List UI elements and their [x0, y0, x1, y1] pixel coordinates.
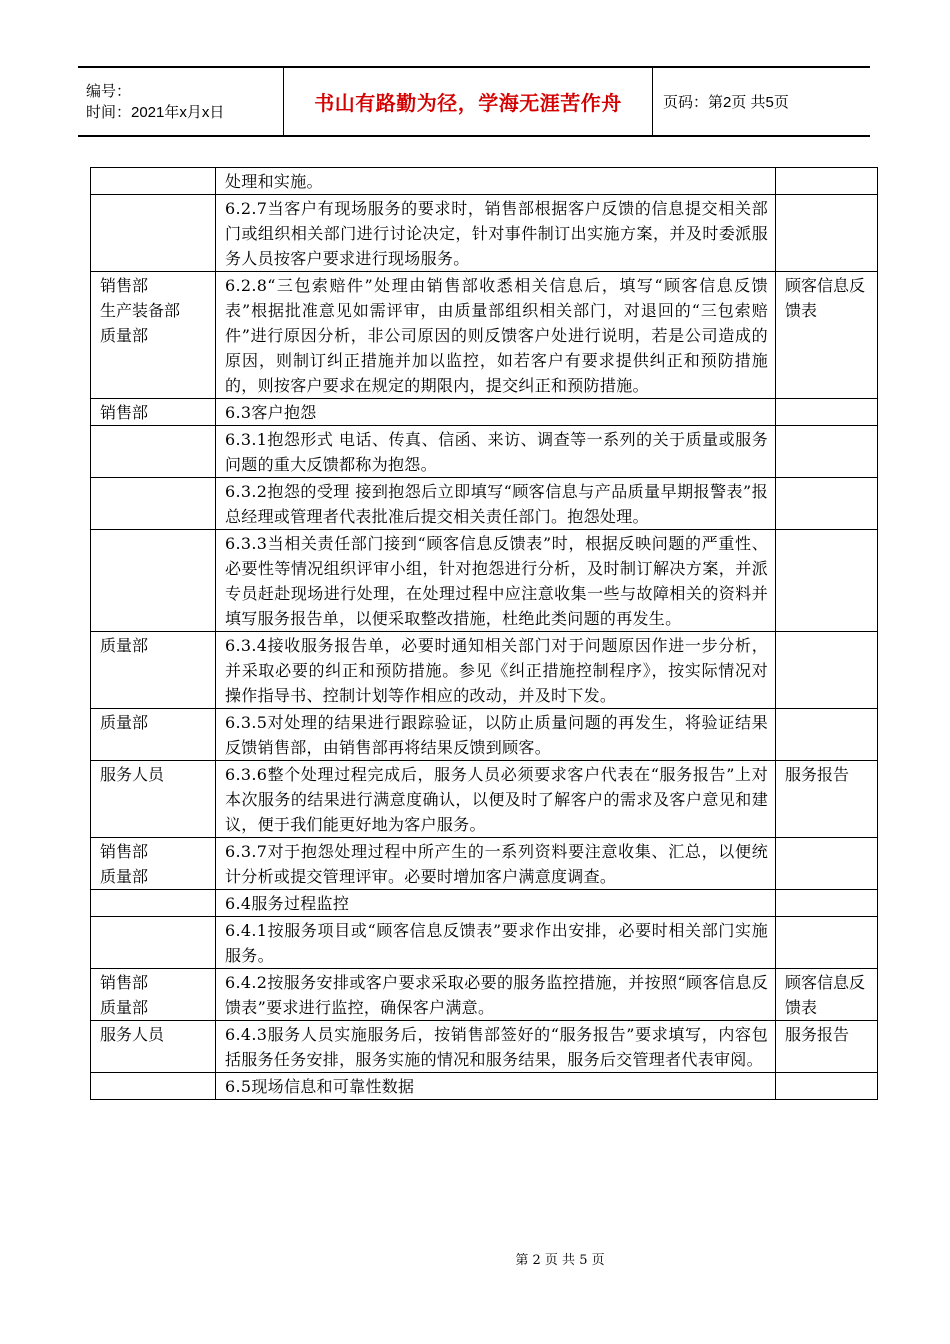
document-number-label: 编号： [86, 82, 132, 100]
content-cell: 6.2.8“三包索赔件”处理由销售部收悉相关信息后，填写“顾客信息反馈表”根据批准意见如需评审，由质量部组织相关部门，对退回的“三包索赔件”进行原因分析，非公司原因的则反馈客户处进行说明，若是公司造成的原因，则制订纠正措施并加以监控，如若客户有要求提供纠正和预防措施的，则按客户要求在规定的期限内，提交纠正和预防措施。 [216, 272, 776, 399]
table-row [91, 530, 878, 632]
content-cell: 6.3.5对处理的结果进行跟踪验证，以防止质量问题的再发生，将验证结果反馈销售部，由销售部再将结果反馈到顾客。 [216, 709, 776, 761]
table-row [91, 478, 878, 530]
dept-cell [91, 426, 216, 478]
table-row [91, 168, 878, 195]
table-row [91, 426, 878, 478]
content-cell: 6.3.1抱怨形式 电话、传真、信函、来访、调查等一系列的关于质量或服务问题的重大反馈都称为抱怨。 [216, 426, 776, 478]
table-row [91, 917, 878, 969]
content-cell: 6.5现场信息和可靠性数据 [216, 1073, 776, 1100]
dept-cell [91, 168, 216, 195]
content-cell: 6.3.7对于抱怨处理过程中所产生的一系列资料要注意收集、汇总，以便统计分析或提交管理评审。必要时增加客户满意度调查。 [216, 838, 776, 890]
dept-cell: 服务人员 [91, 1021, 216, 1073]
table-row [91, 1021, 878, 1073]
dept-cell: 质量部 [91, 632, 216, 709]
dept-cell: 销售部 [91, 399, 216, 426]
footer-page-number: 第 2 页 共 5 页 [515, 1253, 605, 1268]
form-cell: 服务报告 [776, 1021, 878, 1073]
table-row [91, 709, 878, 761]
form-cell [776, 426, 878, 478]
table-row [91, 761, 878, 838]
content-cell: 处理和实施。 [216, 168, 776, 195]
form-cell [776, 632, 878, 709]
content-cell: 6.3.2抱怨的受理 接到抱怨后立即填写“顾客信息与产品质量早期报警表”报总经理或管理者代表批准后提交相关责任部门。抱怨处理。 [216, 478, 776, 530]
form-cell [776, 399, 878, 426]
table-row [91, 632, 878, 709]
document-time-label: 时间：2021年x月x日 [86, 103, 225, 121]
form-cell [776, 478, 878, 530]
content-cell: 6.3.4接收服务报告单，必要时通知相关部门对于问题原因作进一步分析，并采取必要的纠正和预防措施。参见《纠正措施控制程序》，按实际情况对操作指导书、控制计划等作相应的改动，并及时下发。 [216, 632, 776, 709]
form-cell [776, 890, 878, 917]
table-row [91, 399, 878, 426]
dept-cell [91, 1073, 216, 1100]
form-cell [776, 709, 878, 761]
content-cell: 6.3客户抱怨 [216, 399, 776, 426]
dept-cell: 销售部 质量部 [91, 969, 216, 1021]
dept-cell [91, 478, 216, 530]
dept-cell [91, 195, 216, 272]
table-row [91, 1073, 878, 1100]
form-cell [776, 195, 878, 272]
dept-cell: 销售部 质量部 [91, 838, 216, 890]
form-cell [776, 1073, 878, 1100]
dept-cell: 销售部 生产装备部 质量部 [91, 272, 216, 399]
page-header [78, 66, 870, 137]
table-row [91, 890, 878, 917]
form-cell: 服务报告 [776, 761, 878, 838]
header-page-info [653, 68, 870, 135]
table-row [91, 195, 878, 272]
table-row [91, 272, 878, 399]
content-cell: 6.3.6整个处理过程完成后，服务人员必须要求客户代表在“服务报告”上对本次服务的结果进行满意度确认，以便及时了解客户的需求及客户意见和建议，便于我们能更好地为客户服务。 [216, 761, 776, 838]
dept-cell: 服务人员 [91, 761, 216, 838]
motto-text: 书山有路勤为径，学海无涯苦作舟 [314, 91, 622, 115]
dept-cell [91, 530, 216, 632]
dept-cell [91, 917, 216, 969]
form-cell [776, 838, 878, 890]
header-meta [78, 68, 283, 135]
content-cell: 6.3.3当相关责任部门接到“顾客信息反馈表”时，根据反映问题的严重性、必要性等情况组织评审小组，针对抱怨进行分析，及时制订解决方案，并派专员赶赴现场进行处理，在处理过程中应注意收集一些与故障相关的资料并填写服务报告单，以便采取整改措施，杜绝此类问题的再发生。 [216, 530, 776, 632]
form-cell [776, 168, 878, 195]
table-row [91, 969, 878, 1021]
form-cell [776, 530, 878, 632]
dept-cell: 质量部 [91, 709, 216, 761]
form-cell: 顾客信息反馈表 [776, 969, 878, 1021]
content-cell: 6.4.2按服务安排或客户要求采取必要的服务监控措施，并按照“顾客信息反馈表”要求进行监控，确保客户满意。 [216, 969, 776, 1021]
form-cell: 顾客信息反馈表 [776, 272, 878, 399]
content-cell: 6.4服务过程监控 [216, 890, 776, 917]
table-row [91, 838, 878, 890]
form-cell [776, 917, 878, 969]
procedure-table [90, 167, 878, 1100]
header-motto [283, 68, 653, 135]
content-cell: 6.4.1按服务项目或“顾客信息反馈表”要求作出安排，必要时相关部门实施服务。 [216, 917, 776, 969]
procedure-table-body [91, 168, 878, 1100]
page-footer [0, 1249, 950, 1268]
page-number-label: 页码：第2页 共5页 [663, 94, 789, 111]
dept-cell [91, 890, 216, 917]
content-cell: 6.4.3服务人员实施服务后，按销售部签好的“服务报告”要求填写，内容包括服务任务安排，服务实施的情况和服务结果，服务后交管理者代表审阅。 [216, 1021, 776, 1073]
content-cell: 6.2.7当客户有现场服务的要求时，销售部根据客户反馈的信息提交相关部门或组织相关部门进行讨论决定，针对事件制订出实施方案，并及时委派服务人员按客户要求进行现场服务。 [216, 195, 776, 272]
